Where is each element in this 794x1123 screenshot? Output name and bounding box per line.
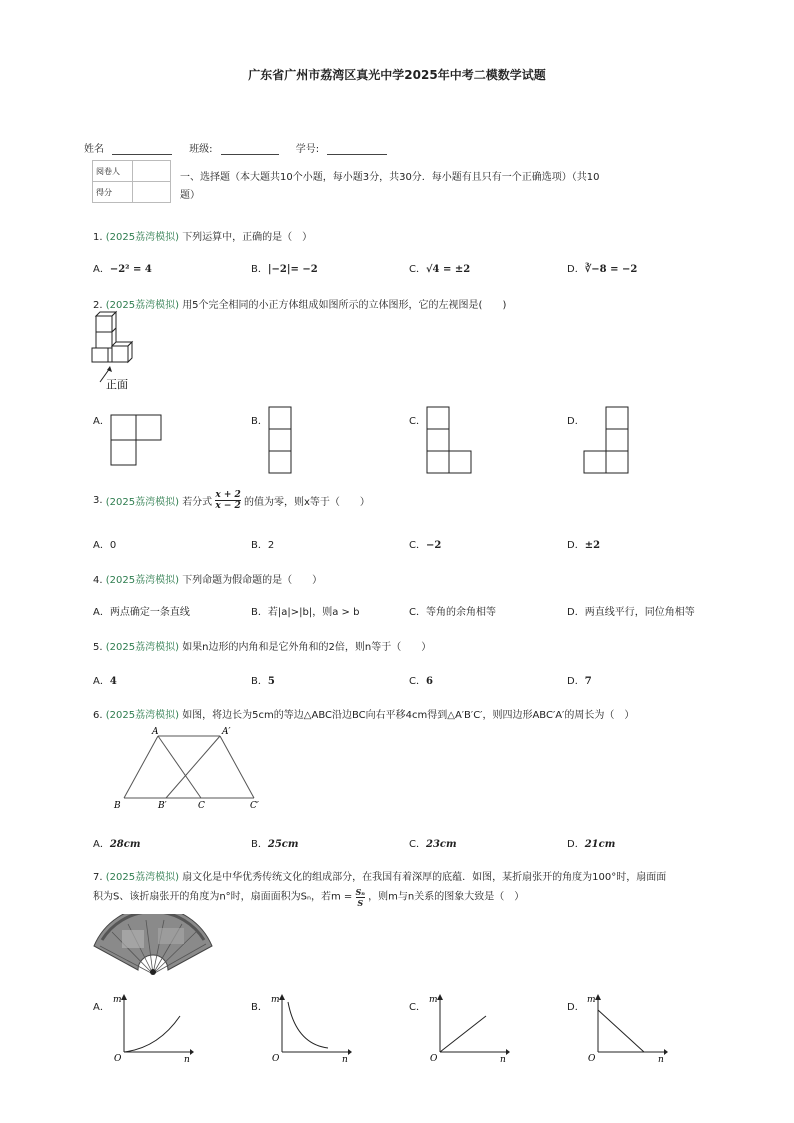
q3-fraction-numerator: x + 2 xyxy=(215,490,241,500)
question-5 xyxy=(93,638,431,653)
q1-option-d[interactable] xyxy=(567,260,637,275)
q1-option-d-label: D． xyxy=(567,264,585,275)
q3-option-d-value: ±2 xyxy=(584,540,601,551)
q2-option-c-view xyxy=(426,406,474,474)
score-table xyxy=(92,160,171,203)
q7-graph-b-origin: O xyxy=(272,1054,280,1064)
q1-option-b-label: B． xyxy=(251,264,268,275)
q7-graph-d-origin: O xyxy=(588,1054,596,1064)
q1-number: 1. xyxy=(93,232,103,243)
q1-option-c[interactable] xyxy=(409,260,470,275)
q7-line1: 扇文化是中华优秀传统文化的组成部分，在我国有着深厚的底蕴．如图，某折扇张开的角度为100°时，扇面面 xyxy=(182,872,667,883)
name-label: 姓名 xyxy=(84,144,104,155)
q4-option-d-label: D． xyxy=(567,607,585,618)
q5-number: 5. xyxy=(93,642,103,653)
q7-graph-c-y-label: m xyxy=(429,995,438,1005)
q4-text: 下列命题为假命题的是（ ） xyxy=(182,575,323,586)
q6-label-a: A xyxy=(152,727,159,737)
q5-option-b-label: B． xyxy=(251,676,268,687)
q7-graph-c-x-label: n xyxy=(500,1055,506,1064)
q4-option-b-value: 若|a|>|b|，则a > b xyxy=(267,607,360,618)
q4-number: 4. xyxy=(93,575,103,586)
q5-option-b[interactable] xyxy=(251,672,275,687)
q5-option-a-label: A． xyxy=(93,676,110,687)
q3-number: 3. xyxy=(93,495,103,506)
class-label: 班级: xyxy=(189,144,213,155)
q7-graph-d xyxy=(584,992,668,1064)
q7-graph-b xyxy=(268,992,352,1064)
q4-tag: (2025荔湾模拟) xyxy=(105,575,179,586)
q2-option-a[interactable]: A． xyxy=(93,416,110,427)
q3-option-b-value: 2 xyxy=(267,540,275,551)
score-label: 得分 xyxy=(93,182,133,203)
q2-option-c[interactable]: C． xyxy=(409,416,426,427)
q6-option-d-label: D． xyxy=(567,839,585,850)
section-heading xyxy=(180,169,640,205)
q6-text: 如图，将边长为5cm的等边△ABC沿边BC向右平移4cm得到△A′B′C′，则四边形ABC′A′的周长为（ ） xyxy=(182,710,635,721)
q7-graph-c xyxy=(426,992,510,1064)
q5-option-a[interactable] xyxy=(93,672,117,687)
q6-option-d-value: 21cm xyxy=(584,839,616,850)
q3-fraction xyxy=(215,490,240,511)
q7-graph-d-y-label: m xyxy=(587,995,596,1005)
q7-graph-b-y-label: m xyxy=(271,995,280,1005)
q3-tag: (2025荔湾模拟) xyxy=(105,497,179,508)
q4-option-a-value: 两点确定一条直线 xyxy=(109,607,190,618)
section-heading-line2: 题） xyxy=(180,190,200,201)
q1-option-a-value: −2² = 4 xyxy=(109,264,152,275)
q5-option-d-value: 7 xyxy=(584,676,592,687)
q6-translation-figure xyxy=(108,724,268,816)
q6-option-d[interactable] xyxy=(567,835,615,850)
q7-number: 7. xyxy=(93,872,103,883)
q6-option-b-label: B． xyxy=(251,839,268,850)
q7-option-a[interactable]: A． xyxy=(93,1002,110,1013)
q5-option-c-value: 6 xyxy=(425,676,433,687)
student-info xyxy=(84,140,401,155)
q2-option-d-view xyxy=(583,406,631,474)
q7-line2-pre: 积为S、该折扇张开的角度为n°时，扇面面积为Sₙ，若m = xyxy=(93,891,353,903)
q5-option-a-value: 4 xyxy=(109,676,117,687)
id-label: 学号: xyxy=(295,144,320,155)
question-3 xyxy=(93,490,370,511)
q5-option-c-label: C． xyxy=(409,676,426,687)
q7-tag: (2025荔湾模拟) xyxy=(105,872,179,883)
q2-front-label: 正面 xyxy=(106,378,128,391)
q1-option-a[interactable] xyxy=(93,260,152,275)
q3-option-c[interactable] xyxy=(409,536,441,551)
q2-option-b-view xyxy=(268,406,296,474)
q6-tag: (2025荔湾模拟) xyxy=(105,710,179,721)
q7-graph-c-origin: O xyxy=(430,1054,438,1064)
q5-tag: (2025荔湾模拟) xyxy=(105,642,179,653)
q6-option-c[interactable] xyxy=(409,835,457,850)
q3-text-pre: 若分式 xyxy=(182,497,213,508)
class-field[interactable] xyxy=(221,144,279,155)
q2-tag: (2025荔湾模拟) xyxy=(105,300,179,311)
q4-option-c[interactable] xyxy=(409,603,496,618)
question-2 xyxy=(93,296,506,311)
q4-option-c-label: C． xyxy=(409,607,426,618)
q7-graph-a-x-label: n xyxy=(184,1055,190,1064)
folding-fan-image xyxy=(92,914,214,976)
q3-option-b[interactable] xyxy=(251,536,274,551)
q3-fraction-denominator: x − 2 xyxy=(215,501,241,511)
q7-graph-d-x-label: n xyxy=(658,1055,664,1064)
q4-option-b-label: B． xyxy=(251,607,268,618)
q7-graph-a-origin: O xyxy=(114,1054,122,1064)
q6-number: 6. xyxy=(93,710,103,721)
q5-option-d-label: D． xyxy=(567,676,585,687)
question-1 xyxy=(93,228,312,243)
q2-solid-figure xyxy=(88,308,148,394)
q6-label-c: C xyxy=(198,801,205,811)
q7-graph-b-x-label: n xyxy=(342,1055,348,1064)
q3-option-d-label: D． xyxy=(567,540,585,551)
q7-option-d[interactable]: D． xyxy=(567,1002,585,1013)
name-field[interactable] xyxy=(112,144,172,155)
q2-text: 用5个完全相同的小正方体组成如图所示的立体图形，它的左视图是( ) xyxy=(182,300,507,311)
id-field[interactable] xyxy=(327,144,387,155)
q1-option-b[interactable] xyxy=(251,260,318,275)
q6-label-c-prime: C′ xyxy=(250,801,259,811)
q4-option-a-label: A． xyxy=(93,607,110,618)
q6-option-a[interactable] xyxy=(93,835,140,850)
q5-option-b-value: 5 xyxy=(267,676,275,687)
q3-option-a[interactable] xyxy=(93,536,116,551)
q7-line2-post: ，则m与n关系的图象大致是（ ） xyxy=(368,891,525,903)
q4-option-c-value: 等角的余角相等 xyxy=(425,607,496,618)
question-6 xyxy=(93,706,634,721)
question-7 xyxy=(93,869,693,908)
q6-option-b-value: 25cm xyxy=(267,839,299,850)
q7-fraction-denominator: S xyxy=(357,898,364,908)
q4-option-b[interactable] xyxy=(251,603,359,618)
q1-option-c-value: √4 = ±2 xyxy=(425,264,471,275)
q7-option-c[interactable]: C． xyxy=(409,1002,426,1013)
q6-label-b: B xyxy=(114,801,121,811)
q7-option-b[interactable]: B． xyxy=(251,1002,268,1013)
q5-text: 如果n边形的内角和是它外角和的2倍，则n等于（ ） xyxy=(182,642,432,653)
q7-fraction-numerator: Sₙ xyxy=(355,887,365,897)
q6-label-a-prime: A′ xyxy=(222,727,231,737)
q2-number: 2. xyxy=(93,300,103,311)
question-4 xyxy=(93,571,322,586)
q1-option-d-value: ∛−8 = −2 xyxy=(584,264,638,275)
q3-option-c-value: −2 xyxy=(425,540,442,551)
q3-option-d[interactable] xyxy=(567,536,600,551)
q6-option-a-label: A． xyxy=(93,839,110,850)
q1-option-c-label: C． xyxy=(409,264,426,275)
q3-option-a-value: 0 xyxy=(109,540,117,551)
section-heading-line1: 一、选择题（本大题共10个小题，每小题3分，共30分．每小题有且只有一个正确选项）（共10 xyxy=(180,172,600,183)
q3-option-a-label: A． xyxy=(93,540,110,551)
q2-option-a-view xyxy=(110,414,164,466)
q3-text-post: 的值为零，则x等于（ ） xyxy=(244,497,370,508)
q5-option-d[interactable] xyxy=(567,672,592,687)
q1-tag: (2025荔湾模拟) xyxy=(105,232,179,243)
q3-option-b-label: B． xyxy=(251,540,268,551)
q2-option-d[interactable]: D． xyxy=(567,416,585,427)
q6-option-c-label: C． xyxy=(409,839,426,850)
q2-option-b[interactable]: B． xyxy=(251,416,268,427)
page-title: 广东省广州市荔湾区真光中学2025年中考二模数学试题 xyxy=(248,68,546,82)
q6-label-b-prime: B′ xyxy=(158,801,167,811)
q1-text: 下列运算中，正确的是（ ） xyxy=(182,232,313,243)
q5-option-c[interactable] xyxy=(409,672,433,687)
q4-option-d[interactable] xyxy=(567,603,695,618)
q7-fraction xyxy=(356,887,365,908)
q4-option-a[interactable] xyxy=(93,603,190,618)
q6-option-b[interactable] xyxy=(251,835,298,850)
q3-option-c-label: C． xyxy=(409,540,426,551)
q1-option-a-label: A． xyxy=(93,264,110,275)
q7-graph-a xyxy=(110,992,194,1064)
q4-option-d-value: 两直线平行，同位角相等 xyxy=(584,607,695,618)
q1-option-b-value: |−2|= −2 xyxy=(267,264,318,275)
reviewer-label: 阅卷人 xyxy=(93,161,133,182)
q7-graph-a-y-label: m xyxy=(113,995,122,1005)
q6-option-a-value: 28cm xyxy=(109,839,141,850)
score-cell[interactable] xyxy=(133,182,171,203)
q6-option-c-value: 23cm xyxy=(425,839,457,850)
reviewer-cell[interactable] xyxy=(133,161,171,182)
